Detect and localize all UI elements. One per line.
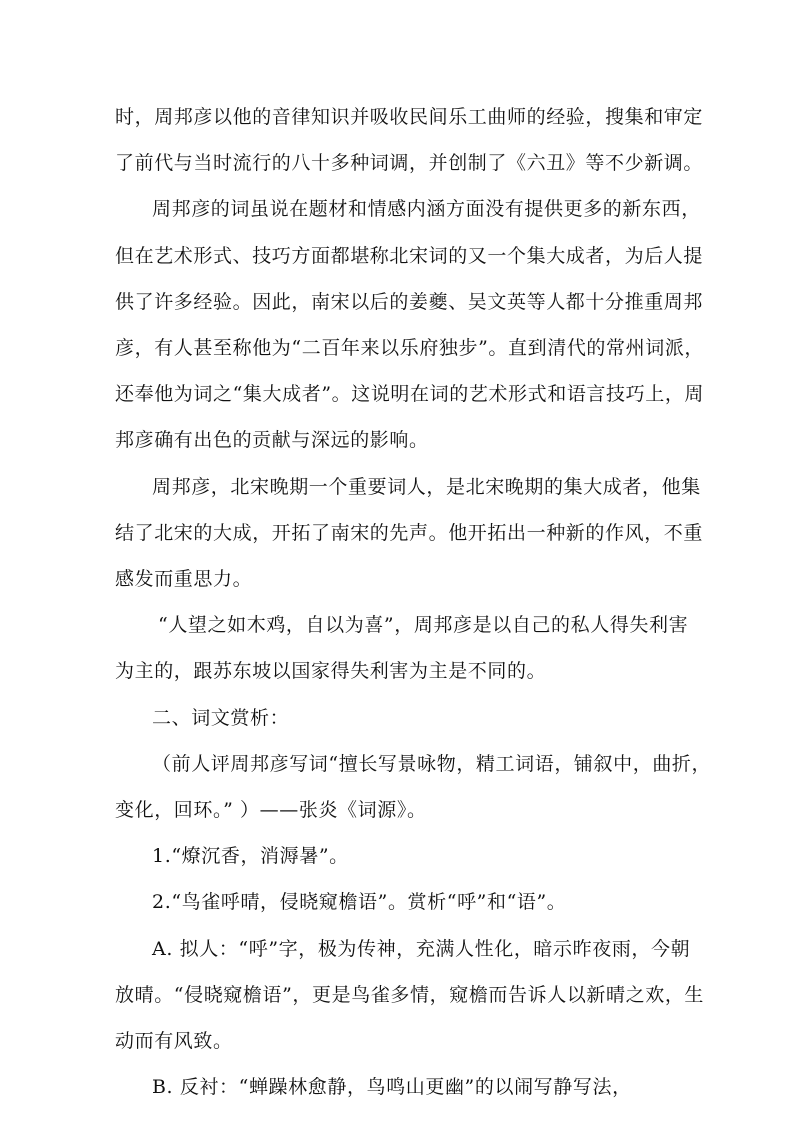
text-line: （前人评周邦彦写词“擅长写景咏物，精工词语，铺叙中，曲折， <box>152 753 712 775</box>
text-line: 放晴。“侵晓窥檐语”，更是鸟雀多情，窥檐而告诉人以新晴之欢，生 <box>115 984 705 1006</box>
text-line: 周邦彦，北宋晚期一个重要词人，是北宋晚期的集大成者，他集 <box>152 476 701 498</box>
text-line: 邦彦确有出色的贡献与深远的影响。 <box>115 429 429 451</box>
text-line: 为主的，跟苏东坡以国家得失利害为主是不同的。 <box>115 660 547 682</box>
text-line: 变化，回环。” ）——张炎《词源》。 <box>115 799 427 821</box>
text-line: 2.“鸟雀呼晴，侵晓窥檐语”。赏析“呼”和“语”。 <box>152 891 567 913</box>
text-line: B. 反衬：“蝉躁林愈静，鸟鸣山更幽”的以闹写静写法， <box>152 1076 632 1098</box>
text-line: 供了许多经验。因此，南宋以后的姜夔、吴文英等人都十分推重周邦 <box>115 291 704 313</box>
text-line: 周邦彦的词虽说在题材和情感内涵方面没有提供更多的新东西， <box>152 198 701 220</box>
text-line: 感发而重思力。 <box>115 568 253 590</box>
text-line: 彦，有人甚至称他为“二百年来以乐府独步”。直到清代的常州词派， <box>115 337 705 359</box>
text-line: 1.“燎沉香，消溽暑”。 <box>152 845 349 867</box>
text-line: 动而有风致。 <box>115 1030 233 1052</box>
section-heading: 二、词文赏析： <box>152 707 290 729</box>
text-line: 时，周邦彦以他的音律知识并吸收民间乐工曲师的经验，搜集和审定 <box>115 106 704 128</box>
text-line: 结了北宋的大成，开拓了南宋的先声。他开拓出一种新的作风，不重 <box>115 522 704 544</box>
text-line: A. 拟人：“呼”字，极为传神，充满人性化，暗示昨夜雨，今朝 <box>152 938 691 960</box>
text-line: 了前代与当时流行的八十多种词调，并创制了《六丑》等不少新调。 <box>115 152 704 174</box>
text-line: 但在艺术形式、技巧方面都堪称北宋词的又一个集大成者，为后人提 <box>115 245 704 267</box>
text-line: 还奉他为词之“集大成者”。这说明在词的艺术形式和语言技巧上，周 <box>115 383 705 405</box>
text-line: “人望之如木鸡，自以为喜”，周邦彦是以自己的私人得失利害 <box>158 614 689 636</box>
